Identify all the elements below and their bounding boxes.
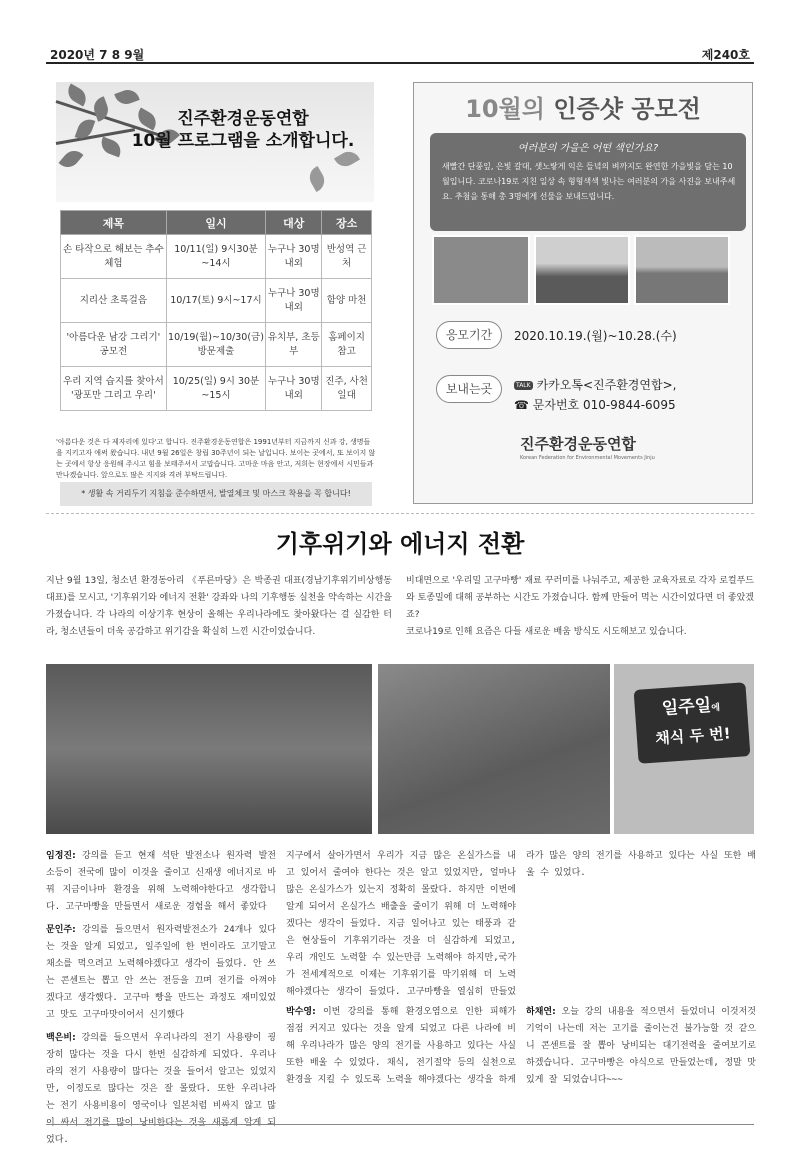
article-intro-left: 지난 9월 13일, 청소년 환경동아리 《푸른마당》은 박종권 대표(경남기후위기비상행동 대표)를 모시고, '기후위기와 에너지 전환' 강좌와 나의 기후행동 실천을 약속하는 시간을 가졌습니다. 각 나라의 이상기후 현상이 올해는 우리나라에도 찾아왔다는 걸 실감한 터라, 청소년들이 더욱 공감하고 위기감을 확실히 느낀 시간이었습니다. — [46, 576, 392, 637]
comment: 하채연: 오늘 강의 내용을 적으면서 들었더니 이것저것 기억이 나는데 저는 고기를 줄이는건 불가능할 것 같으니 콘센트를 잘 뽑아 낭비되는 대기전력을 줄여보기로 하겠습니다. 고구마빵은 야식으로 만들었는데, 정말 맛있게 잘 되었습니다~~~ — [526, 1007, 756, 1085]
article-intro-right: 비대면으로 '우리밀 고구마빵' 재료 꾸러미를 나눠주고, 제공한 교육자료로 각자 로컬푸드와 토종밀에 대해 공부하는 시간도 가졌습니다. 함께 만들어 먹는 시간이었다면 더 좋았겠죠? 코로나19로 인해 요즘은 다들 새로운 배움 방식도 시도해보고 있습니다. — [406, 576, 754, 637]
contest-question: 여러분의 가을은 어떤 색인가요? — [517, 143, 659, 154]
bottom-rule — [46, 1124, 754, 1125]
comment: 문인주: 강의를 들으면서 원자력발전소가 24개나 있다는 것을 알게 되었고, 일주일에 한 번이라도 고기말고 채소를 먹으려고 노력해야겠다고 생각이 들었다. 안 쓰는 콘센트는 뽑고 안 쓰는 전등을 끄며 전기를 아껴야겠다고 생각했다. 고구마 빵을 만드는 과정도 재미있었고 맛도 고구마맛이어서 신기했다 — [46, 925, 276, 1020]
photo-mountains — [534, 235, 630, 305]
page-header — [46, 44, 754, 64]
table-row: '아름다운 남강 그리기' 공모전 10/19(월)~10/30(금) 방문제출 유치부, 초등부 홈페이지 참고 — [61, 323, 372, 367]
table-row: 지리산 초록걸음 10/17(토) 9시~17시 누구나 30명 내외 함양 마천 — [61, 279, 372, 323]
program-title: 진주환경운동연합 10월 프로그램을 소개합니다. — [131, 109, 355, 151]
comments-column-2 — [286, 848, 516, 1090]
program-paragraph: '아름다운 것은 다 제자리에 있다'고 합니다. 진주환경운동연합은 1991년부터 지금까지 신과 강, 생명들을 지키고자 애써 왔습니다. 내년 9월 26일은 창립 30주년이 되는 날입니다. 보이는 곳에서, 또 보이지 않는 곳에서 항상 응원해 주시고 힘을 보태주셔서 고맙습니다. 고마운 마음 안고, 저희는 현장에서 시민들과 만나겠습니다. 앞으로도 많은 지지와 격려 부탁드립니다. — [56, 438, 376, 479]
table-row: 우리 지역 습지를 찾아서 '광포만 그리고 우리' 10/25(일) 9시 30분~15시 누구나 30명 내외 진주, 사천 일대 — [61, 367, 372, 411]
photo-field — [432, 235, 530, 305]
table-header: 장소 — [322, 211, 372, 235]
table-header: 일시 — [166, 211, 266, 235]
contest-description: 새빨간 단풍잎, 은빛 갈대, 샛노랗게 익은 들녘의 벼까지도 완연한 가을빛을 담는 10월입니다. 코로나19로 지친 일상 속 형형색색 빛나는 여러분의 가을 사진을 보내주세요. 추첨을 통해 총 3명에게 선물을 보내드립니다. — [442, 162, 736, 201]
article-title: 기후위기와 에너지 전환 — [275, 530, 525, 558]
contest-period: 2020.10.19.(월)~10.28.(수) — [514, 329, 677, 343]
kakao-talk-icon: TALK — [516, 382, 531, 389]
contest-description-panel — [430, 133, 746, 231]
issue-number: 제240호 — [701, 48, 750, 62]
photo-lecture — [46, 664, 372, 834]
table-row: 손 타작으로 해보는 추수체험 10/11(일) 9시30분~14시 누구나 30명 내외 반성역 근처 — [61, 235, 372, 279]
comments-column-3 — [526, 848, 756, 1095]
table-header: 제목 — [61, 211, 167, 235]
section-divider — [46, 513, 754, 514]
table-header: 대상 — [266, 211, 322, 235]
org-logo: 진주환경운동연합 Korean Federation for Environmental Movements Jinju — [520, 435, 655, 461]
photo-students-table — [378, 664, 610, 834]
comments-column-1 — [46, 848, 276, 1152]
comment: 라가 많은 양의 전기를 사용하고 있다는 사실 또한 배울 수 있었다. — [526, 851, 756, 878]
vegetarian-sign: 일주일에 채식 두 번! — [634, 682, 751, 764]
comment: 임정진: 강의를 듣고 현재 석탄 발전소나 원자력 발전소등이 전국에 많이 이것을 줄이고 신재생 에너지로 바꿔 지금이나마 환경을 위해 노력해야한다고 생각합니다. 고구마빵을 만들면서 새로운 경험을 해서 좋았다 — [46, 851, 276, 912]
send-label: 보내는곳 — [436, 375, 502, 403]
safety-note: * 생활 속 거리두기 지침을 준수하면서, 발열체크 및 마스크 착용을 꼭 합니다! — [60, 482, 372, 506]
issue-date: 2020년 7 8 9월 — [50, 48, 145, 62]
contest-box — [413, 82, 753, 504]
kakao-contact: TALK 카카오톡<진주환경연합>, — [516, 378, 677, 392]
comment: 지구에서 살아가면서 우리가 지금 많은 온실가스를 내고 있어서 줄여야 한다는 것은 알고 있었지만, 얼마나 많은 온실가스가 있는지 정확히 몰랐다. 하지만 이번에 알게 되어서 온실가스 배출을 줄이기 위해 더 노력해야 겠다는 생각이 들었다. 지금 일어나고 있는 태풍과 같은 현상들이 기후위기라는 것을 더 실감하게 되었고, 우리 개인도 노력할 수 있는만큼 노력해야 하지만,국가가 전세계적으로 이제는 기후위기를 막기위해 더 노력해야겠다는 생각이 들었다. 고구마빵을 열심히 만들었 — [286, 851, 516, 997]
period-label: 응모기간 — [436, 321, 502, 349]
contest-title: 10월의 인증샷 공모전 — [465, 95, 701, 123]
photo-boardwalk — [634, 235, 730, 305]
program-table — [60, 210, 372, 411]
phone-contact: ☎ 문자번호 010-9844-6095 — [514, 398, 676, 412]
comment: 백은비: 강의를 들으면서 우리나라의 전기 사용량이 굉장히 많다는 것을 다시 한번 실감하게 되었다. 우리나라의 전기 사용량이 많다는 것을 들어서 알고는 있었지만, 이정도로 많다는 것은 잘 몰랐다. 또한 우리나라는 전기 사용비용이 영국이나 일본처럼 비싸지 않고 많이 싸서 전기를 많이 낭비한다는 것을 새롭게 알게 되었다. — [46, 1033, 276, 1145]
comment: 박수영: 이번 강의를 통해 환경오염으로 인한 피해가 점점 커지고 있다는 것을 알게 되었고 다른 나라에 비해 우리나라가 많은 양의 전기를 사용하고 있다는 사실 또한 배울 수 있었다. 채식, 전기절약 등의 실천으로 환경을 지킬 수 있도록 노력을 해야겠다는 생각을 하게 — [286, 1007, 516, 1084]
